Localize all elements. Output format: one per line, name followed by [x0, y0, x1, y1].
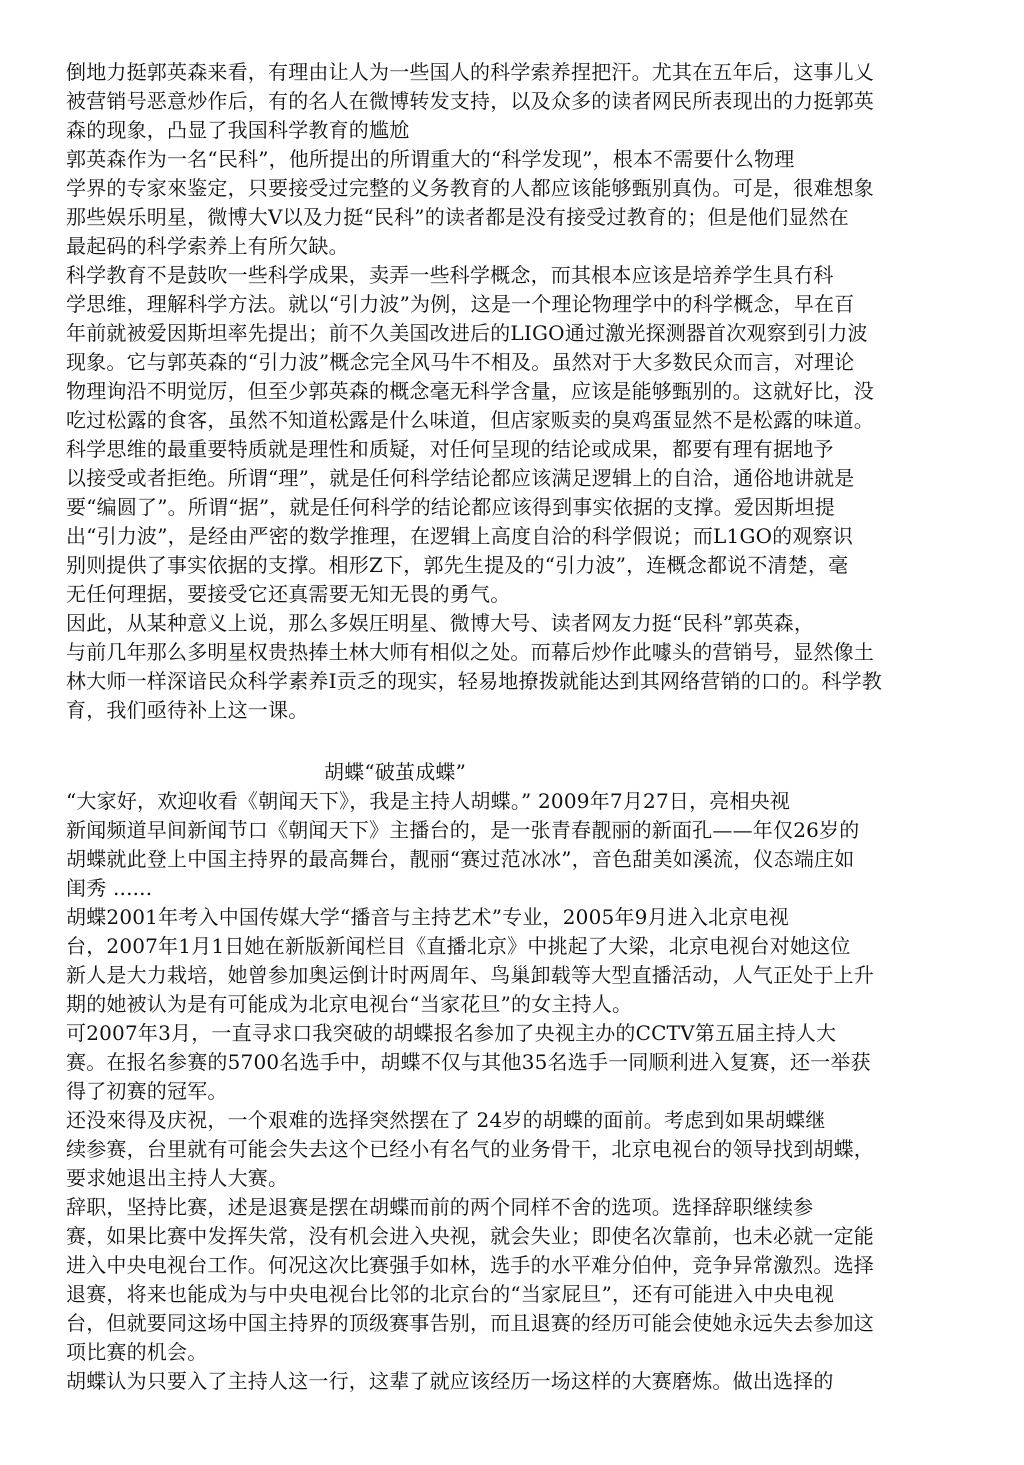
text-line: 退赛，将来也能成为与中央电视台比邻的北京台的“当家屁旦”，还有可能进入中央电视 — [66, 1282, 835, 1306]
text-line: 学界的专家來鉴定，只要接受过完整的义务教育的人都应该能够甄别真伪。可是，很难想象 — [66, 176, 874, 200]
text-line: 那些娱乐明星，微博大V以及力挺“民科”的读者都是没有接受过教育的；但是他们显然在 — [66, 205, 849, 229]
text-line: 科学教育不是鼓吹一些科学成果，卖弄一些科学概念，而其根本应该是培养学生具冇科 — [66, 263, 834, 287]
text-line: 赛，如果比赛中发挥失常，没有机会进入央视，就会失业；即使名次靠前，也未必就一定能 — [66, 1224, 874, 1248]
paragraph — [66, 58, 934, 145]
paragraph — [66, 435, 934, 609]
text-line: 育，我们亟待补上这一课。 — [66, 698, 309, 722]
text-line: 以接受或者拒绝。所谓“理”，就是任何科学结论都应该满足逻辑上的自洽，通俗地讲就是 — [66, 466, 855, 490]
paragraph — [66, 145, 934, 261]
text-line: 学思维，理解科学方法。就以“引力波”为例，这是一个理论物理学中的科学概念，早在百 — [66, 292, 855, 316]
text-line: 最起码的科学索养上有所欠缺。 — [66, 234, 349, 258]
text-line: 林大师一样深谙民众科学素养I贡乏的现实，轻易地撩拨就能达到其网络营销的口的。科学教 — [66, 669, 883, 693]
text-line: 现象。它与郭英森的“引力波”概念完全风马牛不相及。虽然对于大多数民众而言，对理论 — [66, 350, 855, 374]
text-line: 期的她被认为是有可能成为北京电视台“当家花旦”的女主持人。 — [66, 992, 633, 1016]
article-1 — [66, 58, 934, 725]
article-title: 胡蝶“破茧成蝶” — [324, 760, 467, 784]
text-line: 别则提供了事实依据的支撑。相形Z下，郭先生提及的“引力波”，连概念都说不清楚，毫 — [66, 553, 849, 577]
text-line: 还没來得及庆祝，一个艰难的选择突然摆在了 24岁的胡蝶的面前。考虑到如果胡蝶继 — [66, 1108, 826, 1132]
paragraph — [66, 609, 934, 725]
text-line: 进入中央电视台工作。何况这次比赛强手如林，选手的水平难分伯仲，竞争异常激烈。选择 — [66, 1253, 874, 1277]
text-line: 吃过松露的食客，虽然不知道松露是什么味道，但店家贩卖的臭鸡蛋显然不是松露的味道。 — [66, 408, 874, 432]
text-line: 与前几年那么多明星权贵热捧土林大师有相似之处。而幕后炒作此噱头的营销号，显然像土 — [66, 640, 874, 664]
text-line: “大家好，欢迎收看《朝闻天下》，我是主持人胡蝶。” 2009年7月27日，亮相央视 — [66, 789, 791, 813]
text-line: 续参赛，台里就有可能会失去这个已经小有名气的业务骨干，北京电视台的领导找到胡蝶， — [66, 1137, 874, 1161]
text-line: 赛。在报名参赛的5700名选手中，胡蝶不仅与其他35名选手一同顺利进入复赛，还一举获 — [66, 1050, 871, 1074]
text-line: 得了初赛的冠军。 — [66, 1079, 228, 1103]
text-line: 出“引力波”，是经由严密的数学推理，在逻辑上高度自洽的科学假说；而L1GO的观察识 — [66, 524, 854, 548]
text-line: 胡蝶认为只要入了主持人这一行，这辈了就应该经历一场这样的大赛磨炼。做出选择的 — [66, 1369, 834, 1393]
section-gap — [66, 725, 934, 758]
text-line: 胡蝶2001年考入中国传媒大学“播音与主持艺术”专业，2005年9月进入北京电视 — [66, 905, 789, 929]
text-line: 无任何理据，要接受它还真需要无知无畏的勇气。 — [66, 582, 511, 606]
text-line: 闺秀 ...... — [66, 876, 153, 900]
text-line: 要求她退出主持人大赛。 — [66, 1166, 289, 1190]
paragraph — [66, 787, 934, 903]
text-line: 要“编圆了”。所谓“据”，就是任何科学的结论都应该得到事实依据的支撑。爱因斯坦提 — [66, 495, 835, 519]
text-line: 因此，从某种意义上说，那么多娱圧明星、微博大号、读者网友力挺“民科”郭英森， — [66, 611, 815, 635]
text-line: 森的现象，凸显了我国科学教育的尴尬 — [66, 118, 410, 142]
text-line: 新闻频道早间新闻节口《朝闻天下》主播台的，是一张青春靓丽的新面孔——年仅26岁的 — [66, 818, 860, 842]
text-line: 项比赛的机会。 — [66, 1340, 208, 1364]
text-line: 倒地力挺郭英森来看，有理由让人为一些国人的科学索养捏把汗。尤其在五年后，这事儿乂 — [66, 60, 874, 84]
paragraph — [66, 1367, 934, 1396]
text-line: 台，2007年1月1日她在新版新闻栏目《直播北京》中挑起了大梁，北京电视台对她这位 — [66, 934, 851, 958]
text-line: 胡蝶就此登上中国主持界的最高舞台，靓丽“赛过范冰冰”，音色甜美如溪流，仪态端庄如 — [66, 847, 855, 871]
text-line: 新人是大力栽培，她曾参加奥运倒计时两周年、鸟巢卸载等大型直播活动，人气正处于上升 — [66, 963, 874, 987]
article-2 — [66, 758, 934, 1396]
paragraph — [66, 1019, 934, 1106]
text-line: 物理询沿不明觉厉，但至少郭英森的概念毫无科学含量，应该是能够甄别的。这就好比，没 — [66, 379, 874, 403]
text-line: 可2007年3月，一直寻求口我突破的胡蝶报名参加了央视主办的CCTV第五届主持人大 — [66, 1021, 837, 1045]
text-line: 台，但就要同这场中国主持界的顶级赛事告别，而且退赛的经历可能会使她永远失去参加这 — [66, 1311, 874, 1335]
paragraph — [66, 1193, 934, 1367]
paragraph — [66, 1106, 934, 1193]
paragraph — [66, 903, 934, 1019]
text-line: 年前就被爱因斯坦率先提出；前不久美国改进后的LIGO通过激光探测器首次观察到引力波 — [66, 321, 868, 345]
document-page — [66, 58, 934, 1396]
text-line: 被营销号恶意炒作后，有的名人在微博转发支持，以及众多的读者网民所表现出的力挺郭英 — [66, 89, 874, 113]
text-line: 科学思维的最重要特质就是理性和质疑，对任何呈现的结论或成果，都要有理有据地予 — [66, 437, 834, 461]
paragraph — [66, 261, 934, 435]
text-line: 辞职，坚持比赛，述是退赛是摆在胡蝶而前的两个同样不舍的选项。选择辞职继续参 — [66, 1195, 814, 1219]
text-line: 郭英森作为一名“民科”，他所提出的所谓重大的“科学发现”，根本不需要什么物理 — [66, 147, 795, 171]
